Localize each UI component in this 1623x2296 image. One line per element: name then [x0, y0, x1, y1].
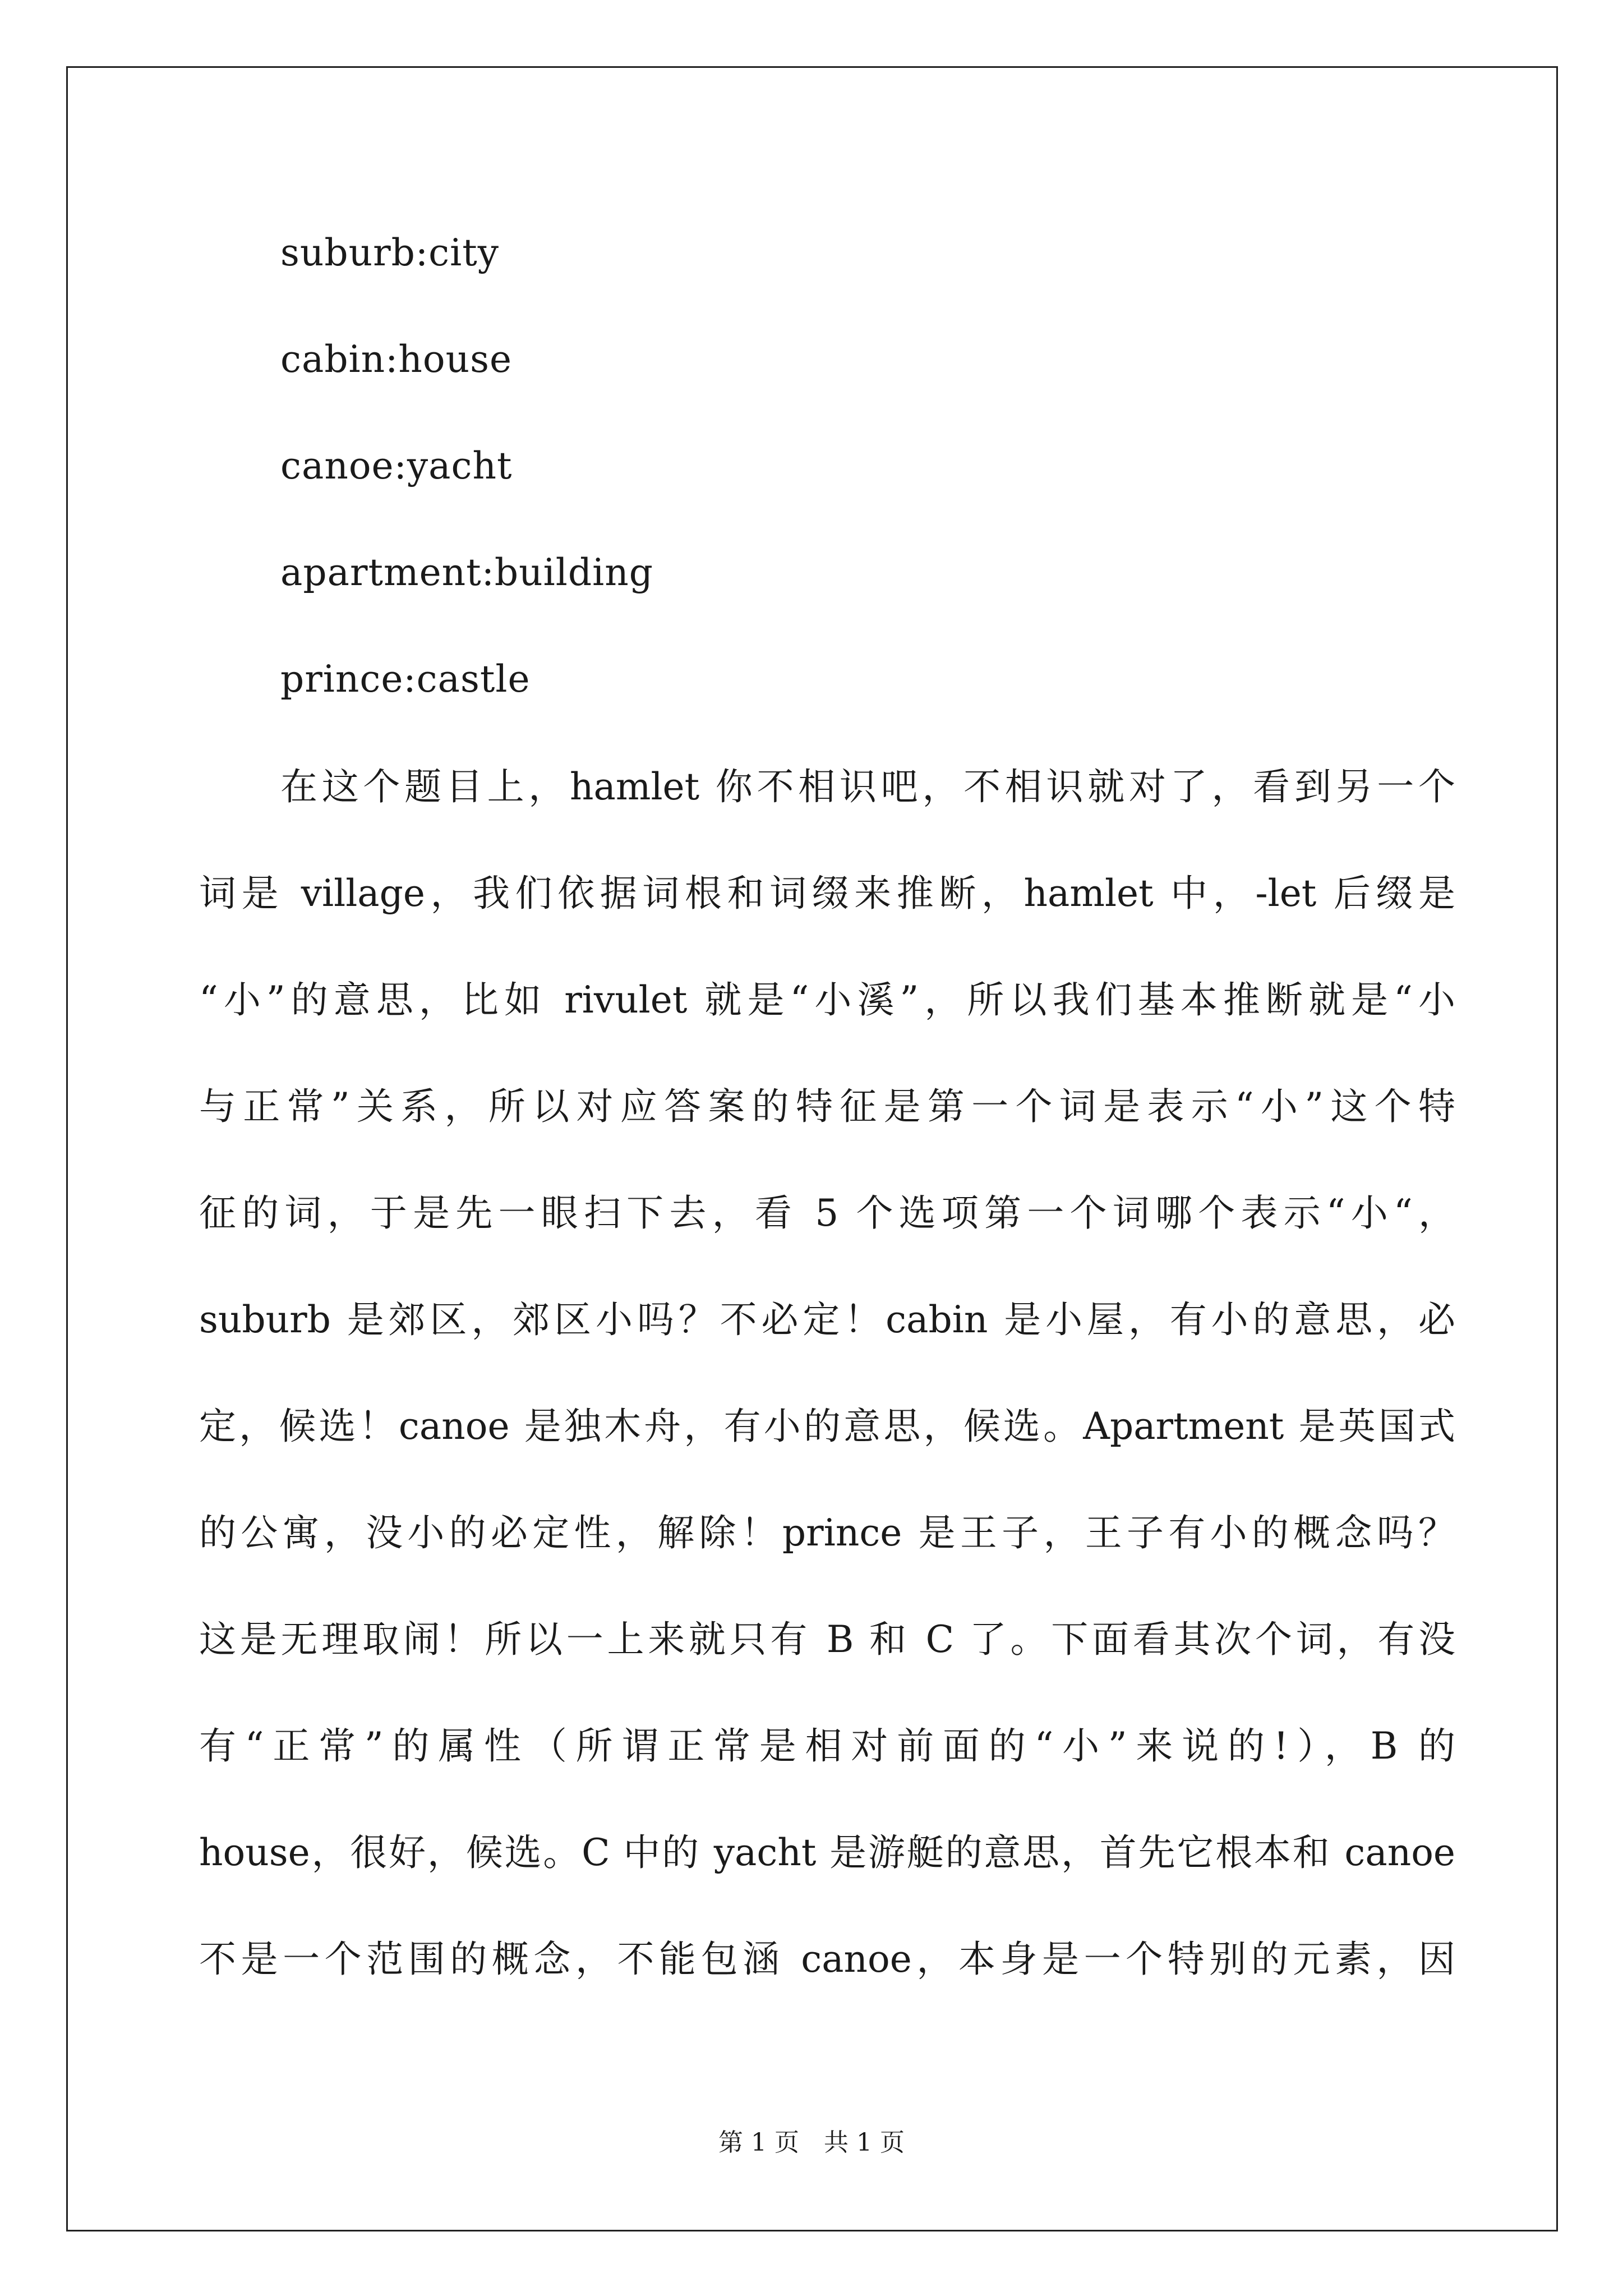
paragraph-line: suburb 是郊区，郊区小吗？不必定！cabin 是小屋，有小的意思，必 — [199, 1298, 1455, 1341]
paragraph-line: 在这个题目上，hamlet 你不相识吧，不相识就对了，看到另一个 — [280, 765, 1455, 808]
paragraph-line: house，很好，候选。C 中的 yacht 是游艇的意思，首先它根本和 canoe — [199, 1831, 1455, 1874]
option-line-4: apartment:building — [280, 551, 654, 594]
paragraph-line: “小”的意思，比如 rivulet 就是“小溪”，所以我们基本推断就是“小 — [199, 978, 1455, 1022]
paragraph-line: 与正常”关系，所以对应答案的特征是第一个词是表示“小”这个特 — [199, 1085, 1455, 1128]
paragraph-line: 有“正常”的属性（所谓正常是相对前面的“小”来说的!），B 的 — [199, 1724, 1455, 1768]
paragraph-line: 征的词，于是先一眼扫下去，看 5 个选项第一个词哪个表示“小“， — [199, 1191, 1455, 1235]
option-line-1: suburb:city — [280, 231, 500, 274]
paragraph-line: 词是 village，我们依据词根和词缀来推断，hamlet 中，-let 后缀是 — [199, 872, 1455, 915]
option-line-3: canoe:yacht — [280, 444, 513, 487]
option-line-2: cabin:house — [280, 338, 513, 381]
paragraph-line: 不是一个范围的概念，不能包涵 canoe，本身是一个特别的元素，因 — [199, 1938, 1455, 1981]
option-line-5: prince:castle — [280, 657, 531, 701]
paragraph-line: 的公寓，没小的必定性，解除！prince 是王子，王子有小的概念吗？ — [199, 1511, 1455, 1554]
page-border — [66, 66, 1558, 2231]
paragraph-line: 这是无理取闹！所以一上来就只有 B 和 C 了。下面看其次个词，有没 — [199, 1618, 1455, 1661]
page-footer: 第 1 页 共 1 页 — [718, 2128, 905, 2157]
paragraph-line: 定，候选！canoe 是独木舟，有小的意思，候选。Apartment 是英国式 — [199, 1405, 1455, 1448]
